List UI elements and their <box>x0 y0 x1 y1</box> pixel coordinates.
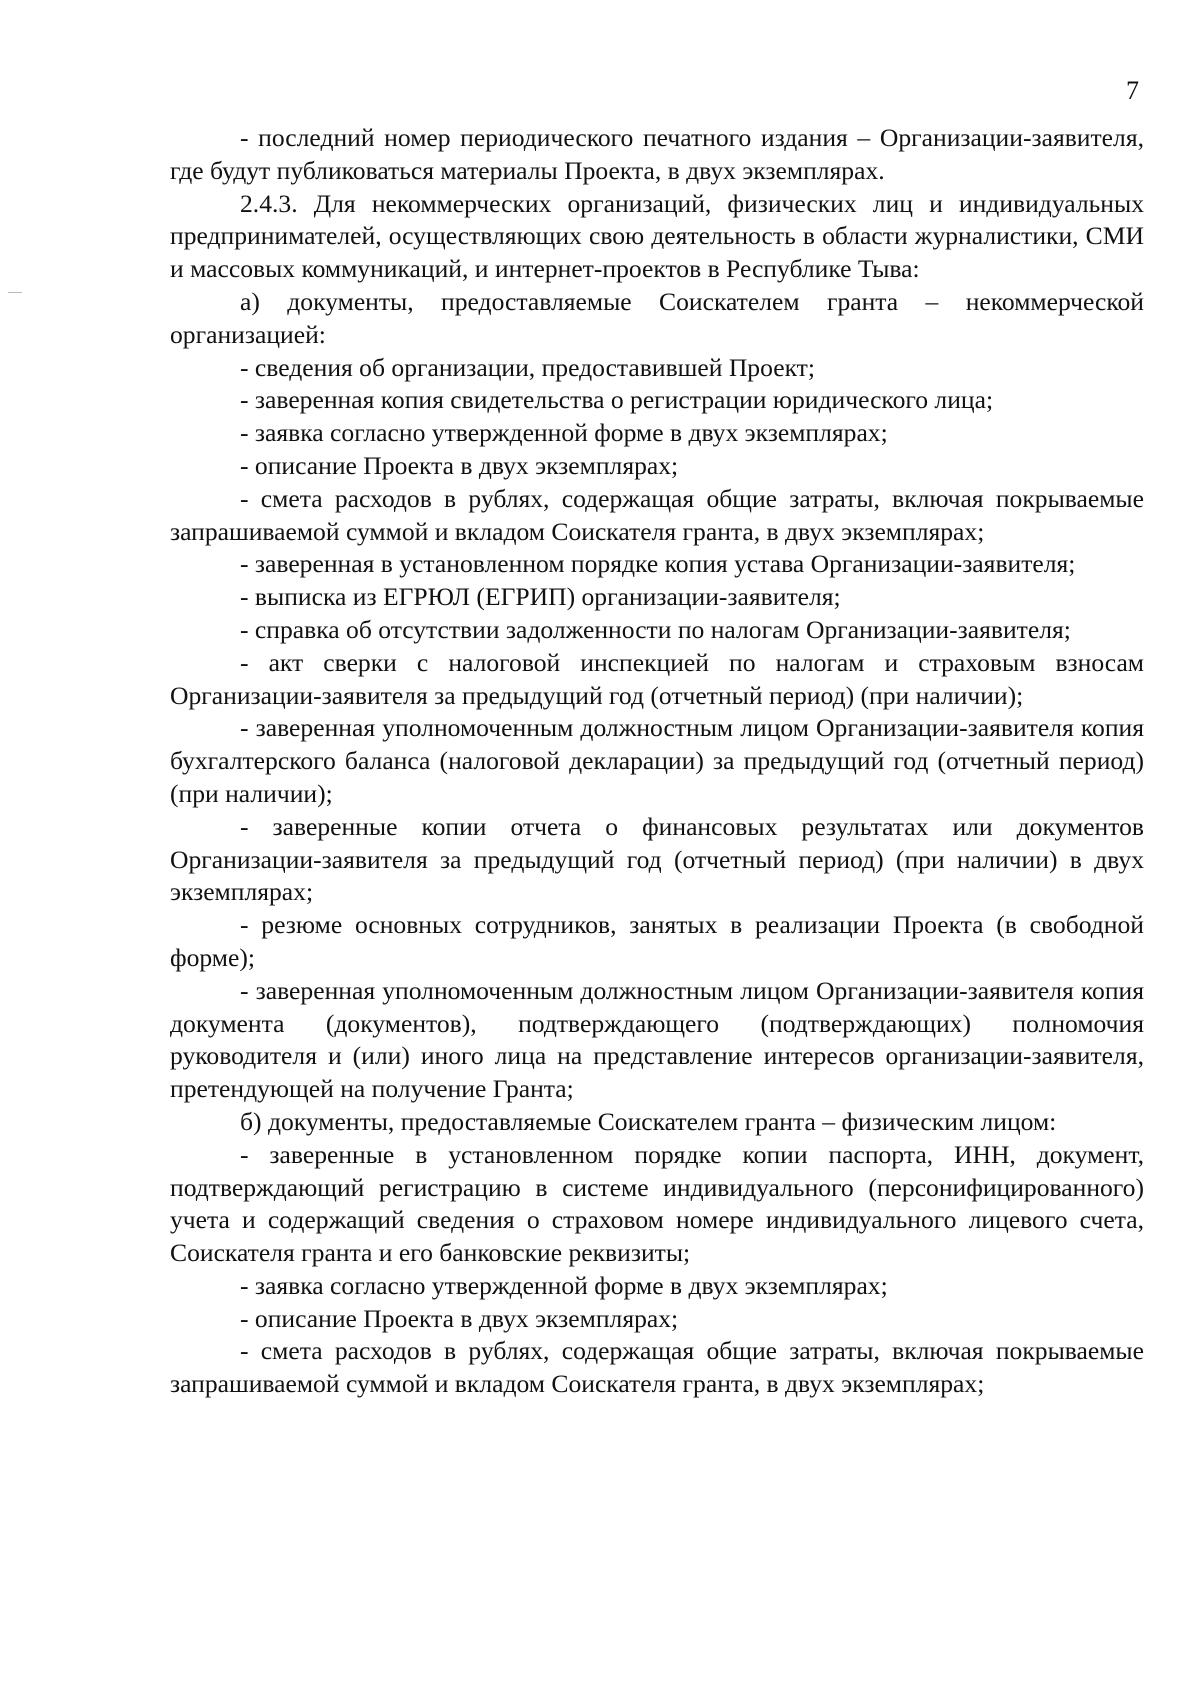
list-item: - акт сверки с налоговой инспекцией по налогам и страховым взносам Организации-заявителя за предыдущий год (отчетный период) (при наличии); <box>170 647 1144 710</box>
margin-mark <box>8 292 22 293</box>
list-item: - заявка согласно утвержденной форме в двух экземплярах; <box>240 418 888 448</box>
list-item: - смета расходов в рублях, содержащая общие затраты, включая покрываемые запрашиваемой суммой и вкладом Соискателя гранта, в двух экземплярах; <box>170 483 1144 546</box>
list-item: - резюме основных сотрудников, занятых в реализации Проекта (в свободной форме); <box>170 910 1144 972</box>
list-item: - выписка из ЕГРЮЛ (ЕГРИП) организации-заявителя; <box>240 582 841 612</box>
paragraph-last-issue: - последний номер периодического печатного издания – Организации-заявителя, где будут публиковаться материалы Проекта, в двух экземплярах. <box>170 123 1144 185</box>
list-item: - смета расходов в рублях, содержащая общие затраты, включая покрываемые запрашиваемой суммой и вкладом Соискателя гранта, в двух экземплярах; <box>170 1336 1144 1399</box>
paragraph-nonprofit-documents: а) документы, предоставляемые Соискателем гранта – некоммерческой организацией: <box>170 286 1144 349</box>
list-item: - описание Проекта в двух экземплярах; <box>240 1303 679 1333</box>
list-item: - описание Проекта в двух экземплярах; <box>240 450 679 480</box>
page-number: 7 <box>1126 76 1139 105</box>
list-item: - заверенная уполномоченным должностным лицом Организации-заявителя копия бухгалтерского баланса (налоговой декларации) за предыдущий год (отчетный период) (при наличии); <box>170 713 1144 808</box>
list-item: - заверенная в установленном порядке копия устава Организации-заявителя; <box>240 549 1076 579</box>
list-item: - заверенные в установленном порядке копии паспорта, ИНН, документ, подтверждающий регистрацию в системе индивидуального (персонифицированного) учета и содержащий сведения о страховом номере индивидуального лицевого счета, Соискателя гранта и его банковские реквизиты; <box>170 1139 1144 1268</box>
list-item: - заверенная уполномоченным должностным лицом Организации-заявителя копия документа (документов), подтверждающего (подтверждающих) полномочия руководителя и (или) иного лица на представление интересов организации-заявителя, претендующей на получение Гранта; <box>170 975 1144 1104</box>
list-item: - справка об отсутствии задолженности по налогам Организации-заявителя; <box>240 614 1071 644</box>
paragraph-section-2-4-3: 2.4.3. Для некоммерческих организаций, физических лиц и индивидуальных предпринимателей, осуществляющих свою деятельность в области журналистики, СМИ и массовых коммуникаций, и интернет-проектов в Республике Тыва: <box>170 188 1144 284</box>
list-item: - сведения об организации, предоставившей Проект; <box>240 352 815 382</box>
document-body <box>170 122 1144 1401</box>
list-item: - заверенная копия свидетельства о регистрации юридического лица; <box>240 385 994 415</box>
list-item: - заявка согласно утвержденной форме в двух экземплярах; <box>240 1270 888 1300</box>
paragraph-individual-documents: б) документы, предоставляемые Соискателем гранта – физическим лицом: <box>240 1106 1057 1136</box>
list-item: - заверенные копии отчета о финансовых результатах или документов Организации-заявителя за предыдущий год (отчетный период) (при наличии) в двух экземплярах; <box>170 811 1144 907</box>
